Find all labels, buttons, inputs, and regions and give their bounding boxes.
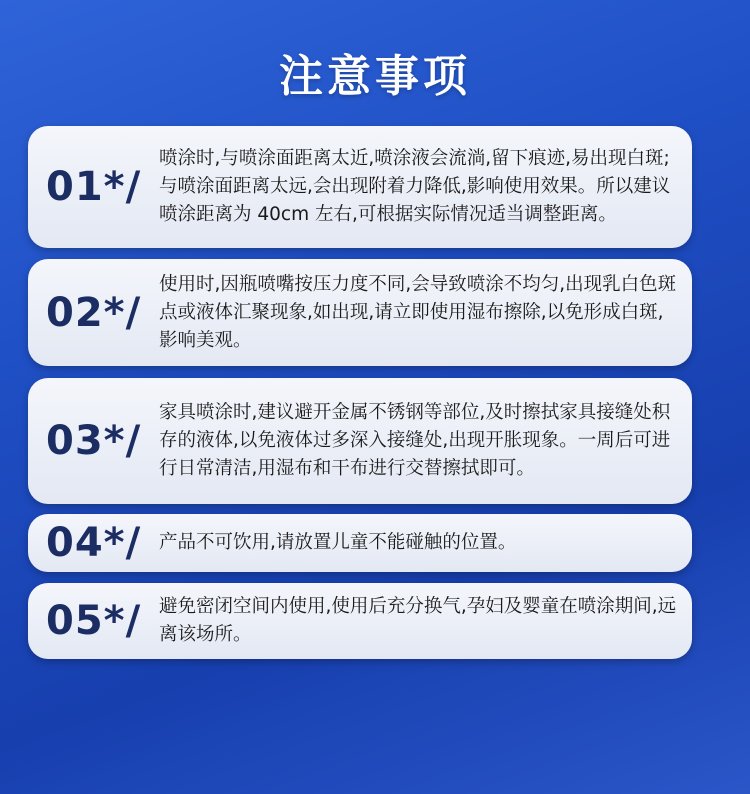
notice-text: 避免密闭空间内使用,使用后充分换气,孕妇及婴童在喷涂期间,远离该场所。 [159, 596, 677, 645]
notice-text: 家具喷涂时,建议避开金属不锈钢等部位,及时擦拭家具接缝处积存的液体,以免液体过多深入接缝处,出现开胀现象。一周后可进行日常清洁,用湿布和干布进行交替擦拭即可。 [159, 402, 671, 479]
notice-text: 喷涂时,与喷涂面距离太近,喷涂液会流淌,留下痕迹,易出现白斑;与喷涂面距离太远,会出现附着力降低,影响使用效果。所以建议喷涂距离为 40cm 左右,可根据实际情况适当调整距离。 [159, 148, 671, 225]
notice-number: 04*/ [46, 520, 142, 566]
notice-card-3 [28, 378, 692, 504]
notice-card-5 [28, 583, 692, 659]
notice-number: 02*/ [46, 289, 142, 336]
notice-number: 03*/ [46, 418, 142, 464]
notice-card-1 [28, 126, 692, 248]
notice-number: 05*/ [46, 598, 142, 644]
notice-text: 产品不可饮用,请放置儿童不能碰触的位置。 [159, 532, 517, 553]
notice-text: 使用时,因瓶喷嘴按压力度不同,会导致喷涂不均匀,出现乳白色斑点或液体汇聚现象,如出现,请立即使用湿布擦除,以免形成白斑,影响美观。 [159, 273, 677, 351]
notice-number: 01*/ [46, 164, 142, 210]
page-title: 注意事项 [279, 51, 471, 102]
notice-card-4 [28, 514, 692, 572]
notice-card-2 [28, 259, 692, 366]
